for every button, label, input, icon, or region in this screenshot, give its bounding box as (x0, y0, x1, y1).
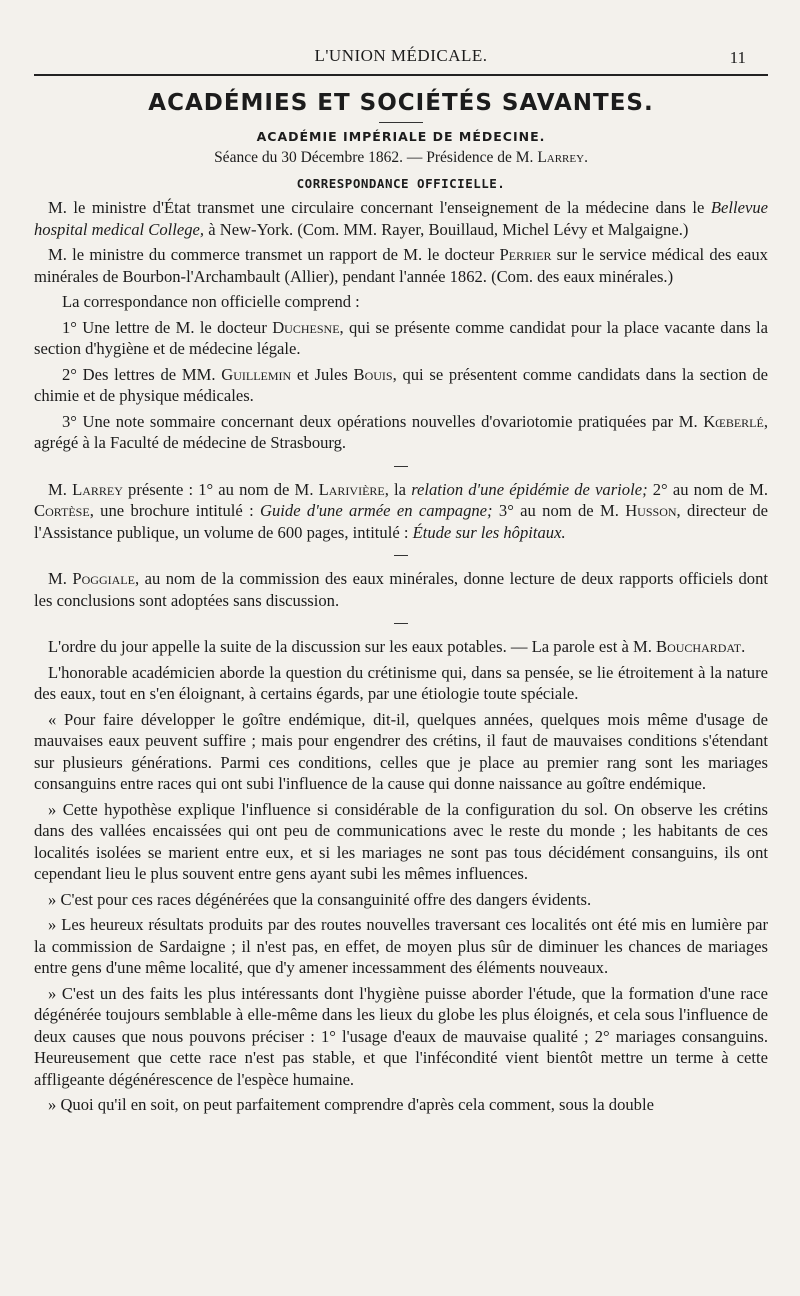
paragraph-conclusion: » Quoi qu'il en soit, on peut parfaitement comprendre d'après cela comment, sous la double (48, 1095, 654, 1114)
academy-title: ACADÉMIE IMPÉRIALE DE MÉDECINE. (256, 129, 546, 144)
separator-dash (394, 466, 408, 467)
journal-title: L'UNION MÉDICALE. (314, 46, 488, 65)
paragraph-poggiale: M. Poggiale, au nom de la commission des eaux minérales, donne lecture de deux rapports officiels dont les conclusions sont adoptées sans discussion. (34, 569, 768, 610)
separator-dash (394, 623, 408, 624)
president-name: Larrey (537, 149, 585, 166)
paragraph-hypothese: » Cette hypothèse explique l'influence si considérable de la configuration du sol. On observe les crétins dans des vallées encaissées qui ont peu de communications avec le reste du monde ; les habitants de ces localités isolées se marient entre eux, et si les mariages ne sont pas tous décidément consanguins, ils ont cependant lieu le plus souvent entre gens ayant subi les mêmes influences. (34, 799, 768, 883)
paragraph-cretinisme: L'honorable académicien aborde la question du crétinisme qui, dans sa pensée, se lie étroitement à la nature des eaux, tout en s'en éloignant, à certains égards, par une étiologie toute spéciale. (34, 662, 768, 703)
section-title: ACADÉMIES ET SOCIÉTÉS SAVANTES. (148, 90, 654, 116)
paragraph-ministre-commerce: M. le ministre du commerce transmet un rapport de M. le docteur Perrier sur le service médical des eaux minérales de Bourbon-l'Archambault (Allier), pendant l'année 1862. (Com. des eaux minérales.) (34, 245, 768, 286)
paragraph-ministre-etat: M. le ministre d'État transmet une circulaire concernant l'enseignement de la médecine dans le Bellevue hospital medical College, à New-York. (Com. MM. Rayer, Bouillaud, Michel Lévy et Malgaigne.) (34, 198, 768, 239)
paragraph-ordre-du-jour: L'ordre du jour appelle la suite de la discussion sur les eaux potables. — La parole est à M. Bouchardat. (48, 637, 746, 656)
paragraph-item-1: 1° Une lettre de M. le docteur Duchesne, qui se présente comme candidat pour la place vacante dans la section d'hygiène et de médecine légale. (34, 317, 768, 358)
paragraph-races: » C'est pour ces races dégénérées que la consanguinité offre des dangers évidents. (48, 889, 592, 909)
correspondence-heading: CORRESPONDANCE OFFICIELLE. (296, 176, 506, 191)
paragraph-goitre: « Pour faire développer le goître endémique, dit-il, quelques années, quelques mois même d'usage de mauvaises eaux peuvent suffire ; mais pour engendrer des crétins, il faut de mauvaises conditions s'étendant sur plusieurs générations. Parmi ces conditions, celles que je place au premier rang sont les mariages consanguins entre races qui ont subi l'influence de la cause qui donne naissance au goître endémique. (34, 709, 768, 793)
session-line: Séance du 30 Décembre 1862. — Présidence de M. Larrey. (214, 149, 588, 166)
paragraph-hygiene: » C'est un des faits les plus intéressants dont l'hygiène puisse aborder l'étude, que la formation d'une race dégénérée toujours semblable à elle-même dans les lieux du globe les plus éloignés, et cela sous l'influence de deux causes que nous pouvons préciser : 1° l'usage d'eaux de mauvaise qualité ; 2° mariages consanguins. Heureusement que cette race n'est pas stable, et que l'infécondité vient bientôt mettre un terme à cette affligeante dégénérescence de l'espèce humaine. (34, 983, 768, 1089)
title-rule (379, 122, 423, 123)
running-head (34, 40, 768, 76)
body-text (34, 197, 768, 1116)
paragraph-larrey: M. Larrey présente : 1° au nom de M. Larivière, la relation d'une épidémie de variole; 2° au nom de M. Cortèse, une brochure intitulé : Guide d'une armée en campagne; 3° au nom de M. Husson, directeur de l'Assistance publique, un volume de 600 pages, intitulé : Étude sur les hôpitaux. (34, 479, 769, 542)
page-number: 11 (729, 48, 746, 67)
paragraph-routes: » Les heureux résultats produits par des routes nouvelles traversant ces localités ont été mis en lumière par la commission de Sardaigne ; il n'est pas, en effet, de moyen plus sûr de diminuer les chances de mariages entre gens d'une même localité, que d'y amener incessamment des éléments nouveaux. (34, 915, 768, 977)
paragraph-item-2: 2° Des lettres de MM. Guillemin et Jules Bouis, qui se présentent comme candidats dans la section de chimie et de physique médicales. (34, 364, 769, 405)
paragraph-correspondance: La correspondance non officielle comprend : (62, 292, 360, 311)
paragraph-item-3: 3° Une note sommaire concernant deux opérations nouvelles d'ovariotomie pratiquées par M. Kœberlé, agrégé à la Faculté de médecine de Strasbourg. (34, 411, 768, 452)
separator-dash (394, 555, 408, 556)
